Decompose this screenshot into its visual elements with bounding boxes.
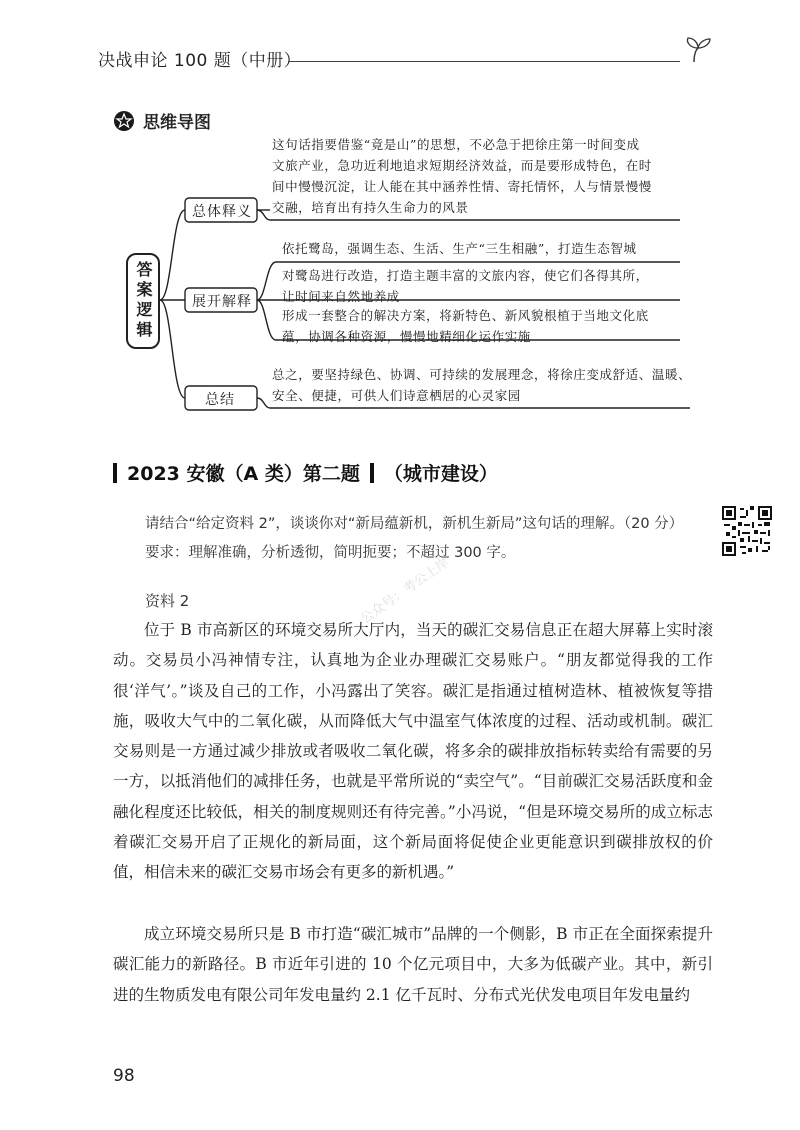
branch-label-summary: 总结 (205, 392, 235, 408)
heading-bar (113, 463, 117, 483)
branch-label-overall: 总体释义 (192, 204, 252, 220)
branch-label-expand: 展开解释 (192, 294, 252, 310)
expand-line: 依托鹭岛，强调生态、生活、生产“三生相融”，打造生态智城 (282, 241, 637, 256)
expand-line: 对鹭岛进行改造，打造主题丰富的文旅内容，使它们各得其所， (282, 268, 649, 283)
question-block (145, 510, 683, 568)
heading-bar (370, 463, 374, 483)
book-title: 决战申论 100 题（中册） (98, 51, 302, 71)
overall-line: 文旅产业，急功近利地追求短期经济效益，而是要形成特色，在时 (272, 158, 652, 173)
header-rule (288, 61, 680, 62)
question-topic: （城市建设） (383, 463, 498, 485)
overall-line: 这句话指要借鉴“竟是山”的思想，不必急于把徐庄第一时间变成 (272, 137, 640, 152)
section-title: 思维导图 (143, 113, 211, 133)
expand-line: 蕴，协调各种资源，慢慢地精细化运作实施 (282, 329, 531, 344)
overall-line: 交融，培育出有持久生命力的风景 (272, 200, 469, 215)
sprout-icon (680, 36, 720, 66)
overall-line: 间中慢慢沉淀，让人能在其中涵养性情、寄托情怀，人与情景慢慢 (272, 179, 652, 194)
expand-line: 让时间来自然地养成 (282, 289, 400, 304)
summary-text (272, 364, 691, 406)
expand-item-1 (282, 238, 637, 259)
overall-text (272, 134, 652, 218)
material-paragraph: 成立环境交易所只是 B 市打造“碳汇城市”品牌的一个侧影，B 市正在全面探索提升碳汇能力的新路径。B 市近年引进的 10 个亿元项目中，大多为低碳产业。其中，新引进的生物质发电有限公司年发电量约 2.1 亿千瓦时、分布式光伏发电项目年发电量约 (113, 925, 713, 1004)
mindmap-badge-icon (113, 110, 135, 132)
qr-code-icon[interactable] (722, 506, 772, 556)
expand-item-2 (282, 265, 649, 307)
question-requirements: 要求：理解准确，分析透彻，简明扼要；不超过 300 字。 (145, 545, 516, 561)
mindmap-root-node: 答案逻辑 (126, 253, 160, 349)
summary-line: 总之，要坚持绿色、协调、可持续的发展理念，将徐庄变成舒适、温暖、 (272, 367, 692, 382)
summary-line: 安全、便捷，可供人们诗意栖居的心灵家园 (272, 388, 521, 403)
expand-item-3 (282, 305, 649, 347)
question-heading (113, 459, 498, 486)
expand-line: 形成一套整合的解决方案，将新特色、新风貌根植于当地文化底 (282, 308, 649, 323)
question-prompt: 请结合“给定资料 2”，谈谈你对“新局蕴新机，新机生新局”这句话的理解。（20 分） (145, 516, 684, 532)
material-title: 资料 2 (145, 592, 190, 610)
page-number: 98 (113, 1066, 135, 1086)
question-year-region: 2023 安徽（A 类）第二题 (127, 463, 360, 485)
watermark-text: 公众号：考公上岸 (358, 555, 453, 628)
section-heading (113, 108, 211, 133)
material-paragraph: 位于 B 市高新区的环境交易所大厅内，当天的碳汇交易信息正在超大屏幕上实时滚动。交易员小冯神情专注，认真地为企业办理碳汇交易账户。“朋友都觉得我的工作很‘洋气’。”谈及自己的工作，小冯露出了笑容。碳汇是指通过植树造林、植被恢复等措施，吸收大气中的二氧化碳，从而降低大气中温室气体浓度的过程、活动或机制。碳汇交易则是一方通过减少排放或者吸收二氧化碳，将多余的碳排放指标转卖给有需要的另一方，以抵消他们的减排任务，也就是平常所说的“卖空气”。“目前碳汇交易活跃度和金融化程度还比较低，相关的制度规则还有待完善。”小冯说，“但是环境交易所的成立标志着碳汇交易开启了正规化的新局面，这个新局面将促使企业更能意识到碳排放权的价值，相信未来的碳汇交易市场会有更多的新机遇。” (113, 621, 713, 882)
